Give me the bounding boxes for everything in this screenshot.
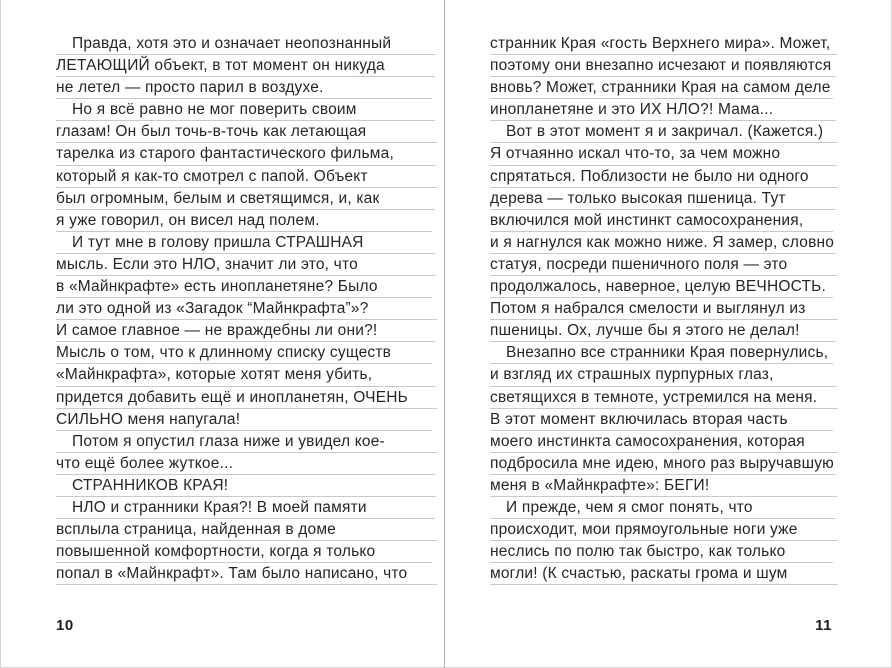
text-line: неслись по полю так быстро, как только	[490, 541, 833, 563]
page-left	[0, 0, 444, 668]
text-line: моего инстинкта самосохранения, которая	[490, 431, 838, 453]
text-line: СИЛЬНО меня напугала!	[56, 409, 432, 431]
text-line: спрятаться. Поблизости не было ни одного	[490, 166, 838, 188]
text-line: тарелка из старого фантастического фильма,	[56, 143, 436, 165]
text-line: И прежде, чем я смог понять, что	[490, 497, 836, 519]
text-line: Потом я опустил глаза ниже и увидел кое-	[56, 431, 437, 453]
text-line: придется добавить ещё и инопланетян, ОЧЕНЬ	[56, 387, 437, 409]
text-line: мысль. Если это НЛО, значит ли это, что	[56, 254, 436, 276]
text-line: «Майнкрафта», которые хотят меня убить,	[56, 364, 436, 386]
text-line: Внезапно все странники Края повернулись,	[490, 342, 833, 364]
text-line: повышенной комфортности, когда я только	[56, 541, 432, 563]
text-line: всплыла страница, найденная в доме	[56, 519, 437, 541]
text-line: ли это одной из «Загадок “Майнкрафта”»?	[56, 298, 437, 320]
text-line: инопланетяне и это ИХ НЛО?! Мама...	[490, 99, 836, 121]
text-line: поэтому они внезапно исчезают и появляются	[490, 55, 836, 77]
text-line: продолжалось, наверное, целую ВЕЧНОСТЬ.	[490, 276, 833, 298]
text-line: пшеницы. Ох, лучше бы я этого не делал!	[490, 320, 836, 342]
text-line: был огромным, белым и светящимся, и, как	[56, 188, 435, 210]
text-line: не летел — просто парил в воздухе.	[56, 77, 432, 99]
text-line: и я нагнулся как можно ниже. Я замер, словно	[490, 232, 836, 254]
text-line: СТРАННИКОВ КРАЯ!	[56, 475, 436, 497]
text-line: что ещё более жуткое...	[56, 453, 435, 475]
text-line: светящихся в темноте, устремился на меня.	[490, 387, 838, 409]
text-line: вновь? Может, странники Края на самом деле	[490, 77, 833, 99]
text-line: ЛЕТАЮЩИЙ объект, в тот момент он никуда	[56, 55, 435, 77]
text-line: Потом я набрался смелости и выглянул из	[490, 298, 838, 320]
text-line: И самое главное — не враждебны ли они?!	[56, 320, 435, 342]
text-line: происходит, мои прямоугольные ноги уже	[490, 519, 838, 541]
page-right-text	[490, 33, 838, 585]
text-line: Я отчаянно искал что-то, за чем можно	[490, 143, 837, 165]
text-line: статуя, посреди пшеничного поля — это	[490, 254, 837, 276]
text-line: меня в «Майнкрафте»: БЕГИ!	[490, 475, 837, 497]
text-line: и взгляд их страшных пурпурных глаз,	[490, 364, 837, 386]
text-line: Но я всё равно не мог поверить своим	[56, 99, 435, 121]
text-line: включился мой инстинкт самосохранения,	[490, 210, 833, 232]
text-line: В этот момент включилась вторая часть	[490, 409, 833, 431]
text-line: Правда, хотя это и означает неопознанный	[56, 33, 436, 55]
text-line: НЛО и странники Края?! В моей памяти	[56, 497, 435, 519]
page-number-left: 10	[56, 617, 74, 634]
text-line: И тут мне в голову пришла СТРАШНАЯ	[56, 232, 435, 254]
text-line: подбросила мне идею, много раз выручавшую	[490, 453, 836, 475]
text-line: я уже говорил, он висел над полем.	[56, 210, 432, 232]
text-line: Вот в этот момент я и закричал. (Кажется.)	[490, 121, 838, 143]
text-line: в «Майнкрафте» есть инопланетяне? Было	[56, 276, 432, 298]
text-line: странник Края «гость Верхнего мира». Может,	[490, 33, 837, 55]
text-line: попал в «Майнкрафт». Там было написано, что	[56, 563, 437, 585]
text-line: Мысль о том, что к длинному списку существ	[56, 342, 432, 364]
text-line: глазам! Он был точь-в-точь как летающая	[56, 121, 437, 143]
page-number-right: 11	[815, 617, 832, 634]
text-line: дерева — только высокая пшеница. Тут	[490, 188, 836, 210]
text-line: который я как-то смотрел с папой. Объект	[56, 166, 437, 188]
text-line: могли! (К счастью, раскаты грома и шум	[490, 563, 838, 585]
page-right	[445, 0, 892, 668]
page-left-text	[56, 33, 437, 585]
